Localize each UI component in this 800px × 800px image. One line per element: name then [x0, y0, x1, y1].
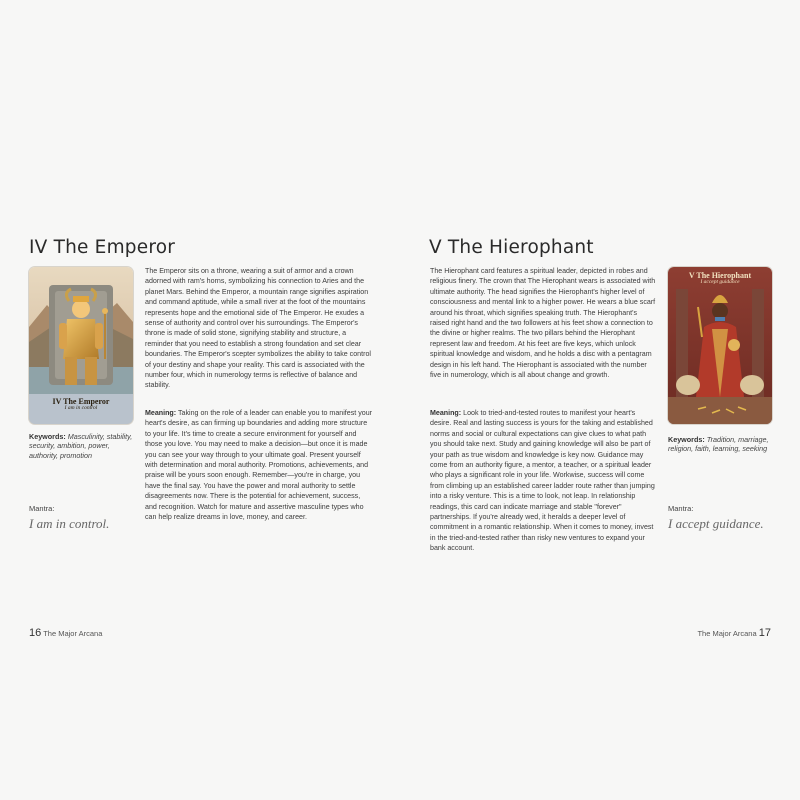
page-footer	[697, 627, 771, 639]
keywords-list: Masculinity, stability, security, ambition, power, authority, promotion	[29, 432, 133, 460]
emperor-card-image	[29, 267, 133, 424]
keywords-label: Keywords:	[29, 432, 66, 441]
page-footer	[29, 627, 102, 639]
meaning-text: Look to tried-and-tested routes to manifest your heart's desire. Real and lasting success is yours for the taking and established norms and social or cultural expectations can give clues to what path you should take next. Study and gaining knowledge will also be part of your path as true wisdom and knowledge is key now. Guidance may come from an authority figure, a mentor, a teacher, or a spiritual leader who plays a significant role in your life. Workwise, success will come from climbing up an established career ladder route rather than jumping into a risky venture. This is a time to look, not leap. In relationship readings, this card can indicate marriage and stable "forever" partnerships. If you're already wed, it heralds a deeper level of commitment in a romantic relationship. When it comes to money, invest in the tried-and-tested rather than risky new ventures to expand your bank account.	[430, 409, 655, 553]
hierophant-card-illustration	[668, 267, 772, 424]
mantra-label: Mantra:	[29, 504, 55, 513]
card-name: IV The Emperor	[52, 397, 110, 406]
card-subtitle: I accept guidance	[700, 279, 740, 285]
card-meaning	[145, 408, 373, 522]
card-meaning	[430, 408, 658, 554]
meaning-label: Meaning:	[145, 409, 177, 417]
meaning-label: Meaning:	[430, 409, 462, 417]
mantra-label: Mantra:	[668, 504, 694, 513]
hierophant-card-image	[668, 267, 772, 424]
mantra-text: I accept guidance.	[668, 516, 764, 531]
card-subtitle: I am in control	[64, 405, 98, 411]
keywords	[668, 435, 772, 454]
card-name: V The Hierophant	[688, 271, 752, 280]
keywords	[29, 432, 133, 460]
page-number: 16	[29, 627, 42, 639]
page-title: V The Hierophant	[429, 237, 594, 258]
right-page	[400, 0, 800, 800]
card-description: The Hierophant card features a spiritual leader, depicted in robes and religious finery. The crown that The Hierophant wears is associated with ultimate authority. The head signifies the Hierophant's higher level of consciousness and mental link to a higher power. He wears a blue scarf around his throat, which signifies speaking truth. The Hierophant's raised right hand and the two followers at his feet show a connection to the divine or higher realms. The two pillars behind the Hierophant represent law and freedom. At his feet are five keys, which unlock spiritual knowledge and wisdom, and he holds a disc with a pentagram design in his left hand. The Hierophant is associated with the number five in numerology, which is all about change and growth.	[430, 267, 656, 380]
section-name: The Major Arcana	[43, 629, 103, 638]
page-title: IV The Emperor	[29, 237, 176, 258]
mantra-text: I am in control.	[29, 516, 110, 531]
keywords-label: Keywords:	[668, 435, 705, 444]
section-name: The Major Arcana	[697, 629, 757, 638]
page-number: 17	[758, 627, 771, 639]
meaning-text: Taking on the role of a leader can enable you to manifest your heart's desire, as can firming up boundaries and adding more structure to your life. It's time to create a secure environment for yourself and those you love. You may need to make a decision—but once it is made you can see your way through to your ultimate goal. Present yourself with determination and moral authority. Promotions, achievements, and praise will be yours soon enough. Remember—you're in charge, you have the final say. You have the power and moral authority to settle disagreements now. There is the potential for achievement, success, and recognition. Watch for mature and assertive masculine types who can help realize dreams in love, money, and career.	[145, 409, 373, 522]
card-description: The Emperor sits on a throne, wearing a suit of armor and a crown adorned with ram's horns, symbolizing his connection to Aries and the planet Mars. Behind the Emperor, a mountain range signifies aspiration and command aptitude, while a small river at the foot of the mountains represents hope and the emotional side of The Emperor. He exudes a sense of authority and control over his surroundings. The Emperor's throne is made of solid stone, signifying stability and structure, a reminder that you need to establish a strong foundation and set clear boundaries. The Emperor's scepter symbolizes the ability to take control of your destiny and shape your reality. This card is associated with the number four, which in numerology terms is reflective of balance and stability.	[145, 267, 371, 390]
keywords-list: Tradition, marriage, religion, faith, learning, seeking	[668, 435, 769, 454]
